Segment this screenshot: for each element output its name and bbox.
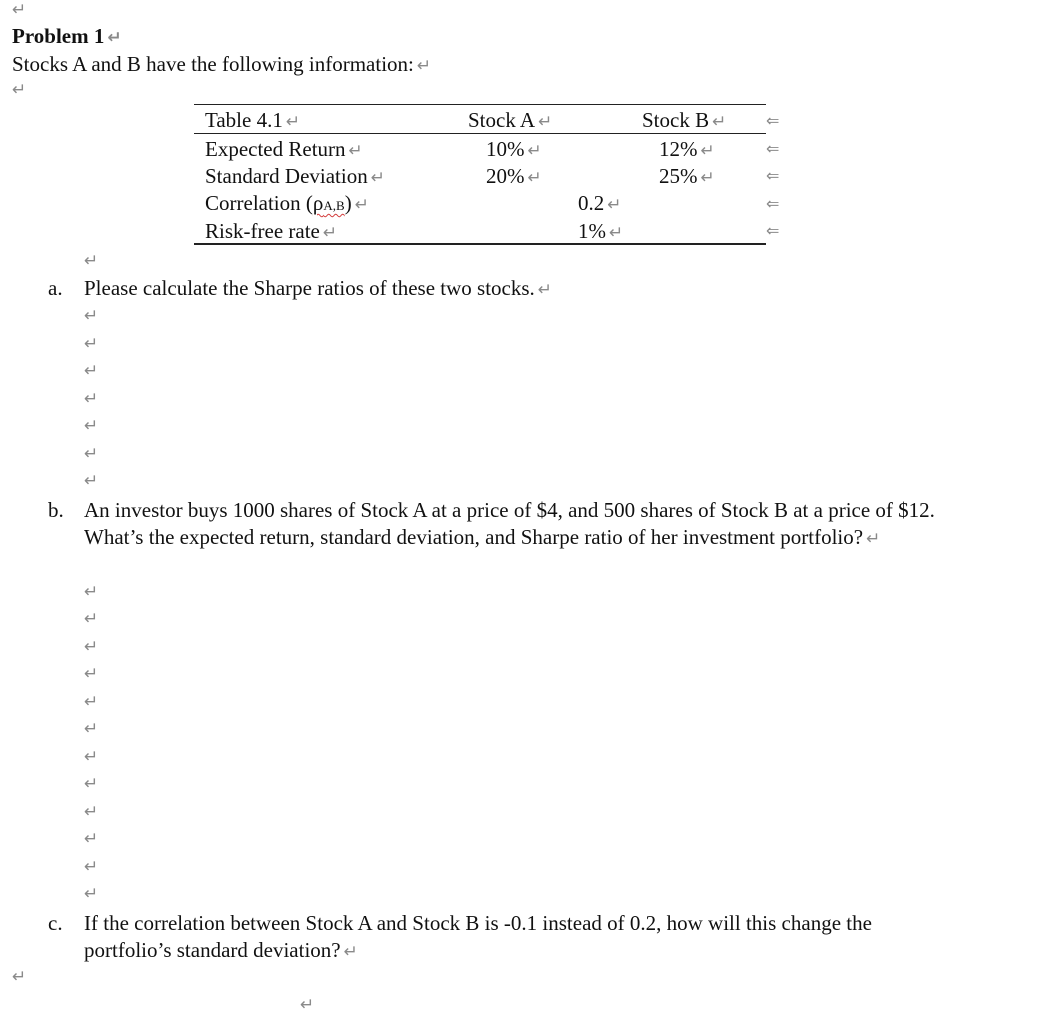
paragraph-mark: ↵: [537, 280, 553, 300]
paragraph-mark: ↵: [84, 747, 99, 767]
cell-b-text: 12%: [659, 137, 698, 161]
cell-b-text: 25%: [659, 164, 698, 188]
question-c-letter: c.: [48, 911, 63, 935]
row-end-mark: ⇐: [766, 166, 780, 185]
paragraph-mark: ↵: [538, 112, 553, 132]
paragraph-mark: ↵: [84, 637, 99, 657]
paragraph-mark: ↵: [527, 168, 542, 188]
header-stock-a-text: Stock A: [468, 108, 536, 132]
table-header-stock-b: [642, 107, 726, 135]
correlation-value: 0.2: [578, 191, 605, 215]
question-a: [84, 275, 944, 304]
table-top-rule: [194, 104, 766, 105]
paragraph-mark: ↵: [84, 582, 99, 602]
cell-a-text: 10%: [486, 137, 525, 161]
row-end-mark: ⇐: [766, 139, 780, 158]
correlation-subscript: A,B: [323, 198, 345, 213]
table-cell-a: [486, 163, 542, 191]
paragraph-mark: ↵: [285, 112, 301, 132]
row-end-mark: ⇐: [766, 194, 780, 213]
table-row-label: [205, 218, 337, 246]
paragraph-mark: ↵: [84, 692, 99, 712]
problem-title-text: Problem 1: [12, 24, 105, 48]
table-cell-b: [659, 163, 715, 191]
paragraph-mark: ↵: [84, 416, 99, 436]
paragraph-mark: ↵: [84, 251, 99, 271]
correlation-label-prefix: Correlation (: [205, 191, 313, 215]
table-cell-correlation: [578, 190, 622, 218]
paragraph-mark: ↵: [84, 857, 99, 877]
risk-free-value: 1%: [578, 219, 606, 243]
paragraph-mark: ↵: [343, 942, 358, 962]
problem-intro-text: Stocks A and B have the following information:: [12, 52, 414, 76]
table-caption: [205, 107, 300, 135]
question-b: [84, 497, 944, 553]
table-header-stock-a: [468, 107, 552, 135]
paragraph-mark: ↵: [607, 195, 622, 215]
paragraph-mark: ↵: [84, 361, 99, 381]
paragraph-mark: ↵: [84, 664, 99, 684]
row-end-mark: ⇐: [766, 221, 780, 240]
table-caption-text: Table 4.1: [205, 108, 283, 132]
paragraph-mark: ↵: [84, 884, 99, 904]
paragraph-mark: ↵: [84, 444, 99, 464]
paragraph-mark: ↵: [416, 56, 432, 76]
problem-title: [12, 23, 122, 51]
paragraph-mark: ↵: [300, 995, 315, 1015]
header-stock-b-text: Stock B: [642, 108, 710, 132]
paragraph-mark: ↵: [12, 80, 27, 100]
rho-symbol: ρ: [312, 191, 324, 215]
question-b-text: An investor buys 1000 shares of Stock A at a price of $4, and 500 shares of Stock B at a price of $12. What’s the expected return, standard deviation, and Sharpe ratio of her investment portfolio?: [84, 498, 935, 549]
row-label-text: Standard Deviation: [205, 164, 368, 188]
paragraph-mark: ↵: [700, 141, 715, 161]
question-b-letter: b.: [48, 498, 64, 522]
question-a-text: Please calculate the Sharpe ratios of these two stocks.: [84, 276, 535, 300]
paragraph-mark: ↵: [12, 967, 27, 987]
paragraph-mark: ↵: [84, 334, 99, 354]
table-cell-b: [659, 136, 715, 164]
paragraph-mark: ↵: [107, 28, 122, 48]
paragraph-mark: ↵: [84, 306, 99, 326]
paragraph-mark: ↵: [84, 774, 99, 794]
row-label-text: Expected Return: [205, 137, 346, 161]
table-cell-a: [486, 136, 542, 164]
cell-a-text: 20%: [486, 164, 525, 188]
paragraph-mark: ↵: [348, 141, 363, 161]
paragraph-mark: ↵: [527, 141, 542, 161]
paragraph-mark: ↵: [370, 168, 385, 188]
row-end-mark: ⇐: [766, 111, 780, 130]
paragraph-mark: ↵: [84, 389, 99, 409]
question-a-letter: a.: [48, 276, 63, 300]
table-row-label-correlation: [205, 190, 369, 219]
question-c: [84, 910, 944, 966]
correlation-label-suffix: ): [344, 191, 352, 215]
problem-intro: [12, 51, 431, 79]
paragraph-mark: ↵: [866, 529, 881, 549]
paragraph-mark: ↵: [609, 223, 624, 243]
paragraph-mark: ↵: [354, 195, 369, 215]
paragraph-mark: ↵: [712, 112, 727, 132]
paragraph-mark: ↵: [84, 609, 99, 629]
paragraph-mark: ↵: [700, 168, 715, 188]
paragraph-mark: ↵: [12, 0, 27, 20]
table-row-label: [205, 163, 385, 191]
table-row-label: [205, 136, 363, 164]
question-c-text: If the correlation between Stock A and Stock B is -0.1 instead of 0.2, how will this change the portfolio’s standard deviation?: [84, 911, 872, 962]
correlation-symbol: [313, 191, 345, 215]
table-cell-risk-free: [578, 218, 623, 246]
paragraph-mark: ↵: [84, 471, 99, 491]
row-label-text: Risk-free rate: [205, 219, 320, 243]
paragraph-mark: ↵: [84, 829, 99, 849]
paragraph-mark: ↵: [322, 223, 338, 243]
paragraph-mark: ↵: [84, 802, 99, 822]
paragraph-mark: ↵: [84, 719, 99, 739]
